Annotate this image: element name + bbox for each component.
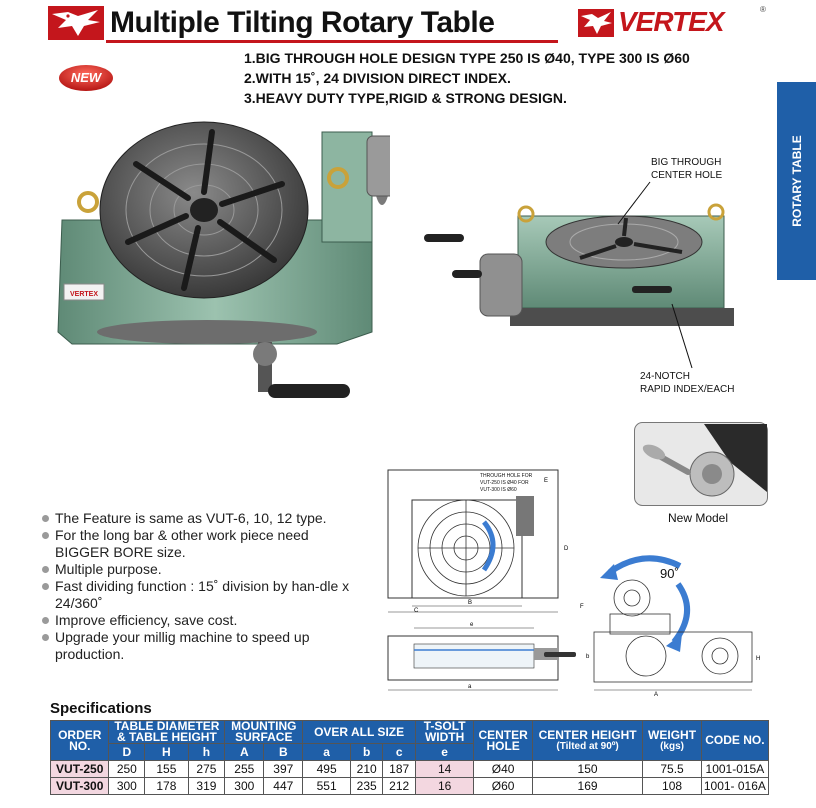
drawing-note-line: VUT-300 IS Ø60 <box>480 487 517 493</box>
callout-leader-line <box>666 300 706 372</box>
title-underline <box>106 40 558 43</box>
header-table-diameter: TABLE DIAMETER & TABLE HEIGHT <box>109 721 225 744</box>
drawing-note-line: THROUGH HOLE FOR <box>480 473 533 479</box>
bullet-item: Multiple purpose. <box>42 561 354 578</box>
category-tab-label: ROTARY TABLE <box>789 135 804 227</box>
brand-name: VERTEX <box>618 6 724 37</box>
dim-label: E <box>544 478 549 484</box>
bullet-item: The Feature is same as VUT-6, 10, 12 type. <box>42 510 354 527</box>
header-center-height: CENTER HEIGHT (Tilted at 90º) <box>532 721 642 761</box>
bullet-item: For the long bar & other work piece need BIGGER BORE size. <box>42 527 354 561</box>
header-code-no: CODE NO. <box>701 721 768 761</box>
top-view-drawing <box>384 466 584 614</box>
new-badge-label: NEW <box>70 70 102 85</box>
dim-label: B <box>468 600 473 606</box>
dim-label: D <box>564 546 569 552</box>
header-weight: WEIGHT (kgs) <box>643 721 701 761</box>
header-mounting-surface: MOUNTING SURFACE <box>225 721 303 744</box>
dim-label: a <box>468 684 472 690</box>
subheader: D <box>109 744 145 761</box>
specifications-title: Specifications <box>50 700 152 717</box>
subheader: c <box>383 744 415 761</box>
bullet-item: Fast dividing function : 15˚ division by han-dle x 24/360˚ <box>42 578 354 612</box>
specifications-table <box>50 720 769 795</box>
page-title: Multiple Tilting Rotary Table <box>110 6 495 39</box>
subheader: b <box>350 744 382 761</box>
dim-label: e <box>470 622 474 628</box>
callout-leader-line <box>610 180 660 230</box>
drawing-note-line: VUT-250 IS Ø40 FOR <box>480 480 529 486</box>
subheader: h <box>188 744 225 761</box>
dim-label: F <box>580 604 584 610</box>
order-number: VUT-300 <box>51 778 109 795</box>
registered-mark: ® <box>760 5 766 14</box>
dim-label: C <box>414 608 419 614</box>
category-tab-label-wrap <box>777 82 816 280</box>
feature-item: 2.WITH 15˚, 24 DIVISION DIRECT INDEX. <box>244 70 511 86</box>
feature-item: 3.HEAVY DUTY TYPE,RIGID & STRONG DESIGN. <box>244 90 567 106</box>
header-tslot-width: T-SOLT WIDTH <box>415 721 473 744</box>
subheader: a <box>303 744 351 761</box>
feature-item: 1.BIG THROUGH HOLE DESIGN TYPE 250 IS Ø40, TYPE 300 IS Ø60 <box>244 50 690 66</box>
tilt-angle-label: 90˚ <box>660 566 679 581</box>
new-model-caption: New Model <box>668 511 729 525</box>
center-hole-callout: BIG THROUGH CENTER HOLE <box>651 157 723 181</box>
bullet-item: Improve efficiency, save cost. <box>42 612 354 629</box>
dim-label: A <box>654 692 659 698</box>
table-row: VUT-250 250 155 275 255 397 495 210 187 14 Ø40 150 75.5 1001-015A <box>51 761 769 778</box>
machine-brand-plate: VERTEX <box>69 291 99 298</box>
eagle-logo-icon <box>48 6 104 40</box>
front-view-drawing <box>384 618 584 694</box>
header-overall-size: OVER ALL SIZE <box>303 721 416 744</box>
index-notch-callout: 24-NOTCH RAPID INDEX/EACH <box>640 371 735 395</box>
dim-label: b <box>586 654 590 660</box>
subheader: H <box>145 744 188 761</box>
table-row: VUT-300 300 178 319 300 447 551 235 212 16 Ø60 169 108 1001- 016A <box>51 778 769 795</box>
tilt-side-drawing <box>570 548 770 698</box>
header-center-hole: CENTER HOLE <box>474 721 532 761</box>
bullet-item: Upgrade your millig machine to speed up production. <box>42 629 354 663</box>
subheader: A <box>225 744 264 761</box>
tilting-rotary-table-illustration <box>52 92 390 444</box>
subheader: e <box>415 744 473 761</box>
subheader: B <box>264 744 303 761</box>
order-number: VUT-250 <box>51 761 109 778</box>
new-model-photo <box>634 422 768 506</box>
feature-bullets <box>42 510 354 663</box>
dim-label: H <box>756 656 761 662</box>
header-order-no: ORDER NO. <box>51 721 109 761</box>
